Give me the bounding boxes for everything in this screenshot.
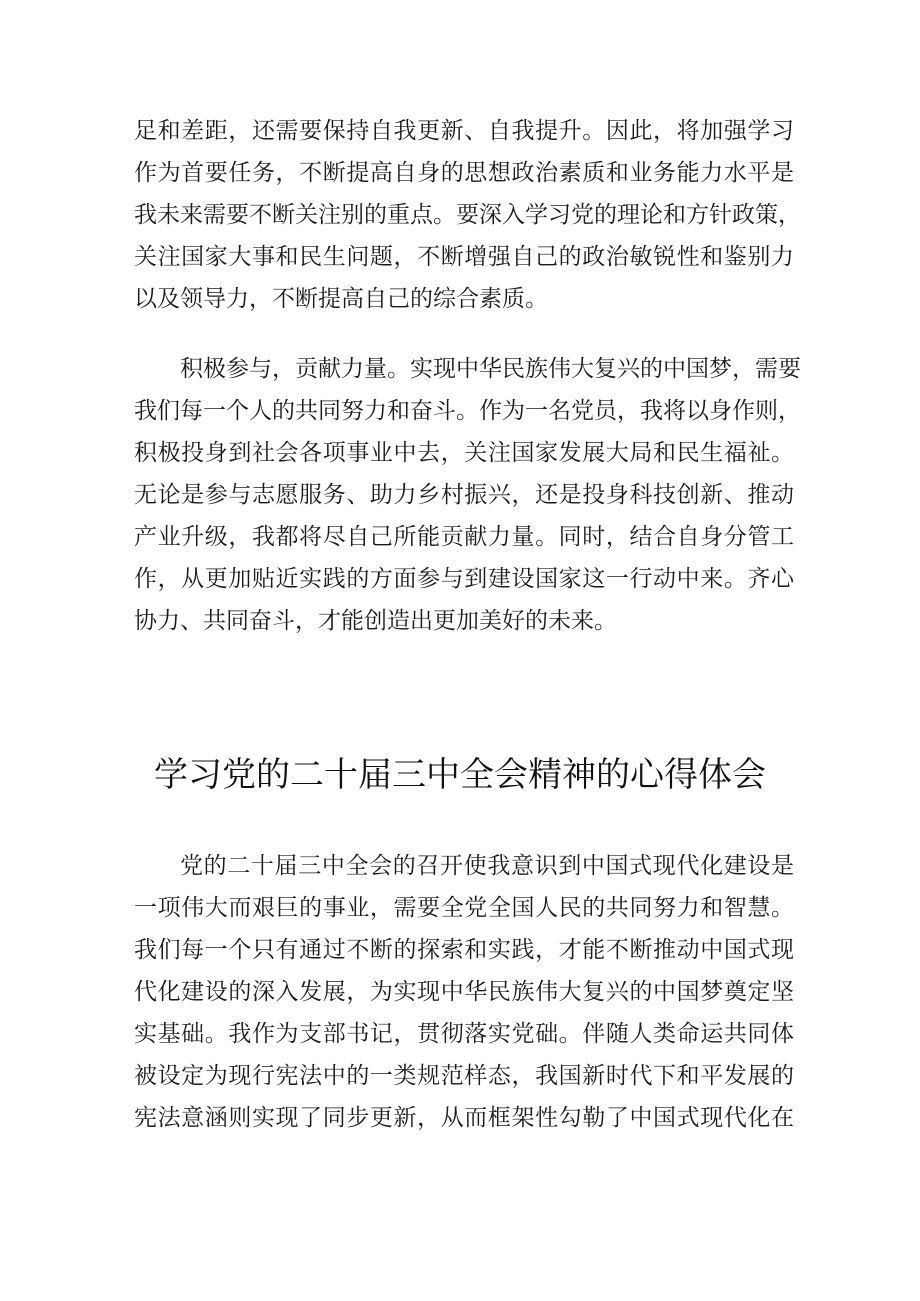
paragraph-plenum: [134, 845, 794, 1139]
paragraph-continuation: [134, 110, 801, 320]
text-line: 我们每一个只有通过不断的探索和实践，才能不断推动中国式现: [134, 937, 794, 963]
text-line: 我们每一个人的共同努力和奋斗。作为一名党员，我将以身作则，: [134, 398, 801, 424]
text-line: 协力、共同奋斗，才能创造出更加美好的未来。: [134, 608, 617, 634]
section-title: 学习党的二十届三中全会精神的心得体会: [154, 755, 766, 795]
text-line: 党的二十届三中全会的召开使我意识到中国式现代化建设是: [180, 853, 794, 879]
text-line: 产业升级，我都将尽自己所能贡献力量。同时，结合自身分管工: [134, 524, 794, 550]
text-line: 作，从更加贴近实践的方面参与到建设国家这一行动中来。齐心: [134, 566, 794, 592]
text-line: 足和差距，还需要保持自我更新、自我提升。因此，将加强学习: [134, 118, 794, 144]
text-line: 一项伟大而艰巨的事业，需要全党全国人民的共同努力和智慧。: [134, 895, 794, 921]
text-line: 积极参与，贡献力量。实现中华民族伟大复兴的中国梦，需要: [180, 356, 801, 382]
text-line: 宪法意涵则实现了同步更新，从而框架性勾勒了中国式现代化在: [134, 1105, 794, 1131]
text-line: 我未来需要不断关注别的重点。要深入学习党的理论和方针政策，: [134, 202, 801, 228]
text-line: 实基础。我作为支部书记，贯彻落实党础。伴随人类命运共同体: [134, 1021, 794, 1047]
text-line: 无论是参与志愿服务、助力乡村振兴，还是投身科技创新、推动: [134, 482, 794, 508]
text-line: 作为首要任务，不断提高自身的思想政治素质和业务能力水平是: [134, 160, 794, 186]
text-line: 以及领导力，不断提高自己的综合素质。: [134, 286, 548, 312]
paragraph-contribute: [134, 348, 801, 642]
text-line: 关注国家大事和民生问题，不断增强自己的政治敏锐性和鉴别力: [134, 244, 794, 270]
text-line: 代化建设的深入发展，为实现中华民族伟大复兴的中国梦奠定坚: [134, 979, 794, 1005]
text-line: 被设定为现行宪法中的一类规范样态，我国新时代下和平发展的: [134, 1063, 794, 1089]
text-line: 积极投身到社会各项事业中去，关注国家发展大局和民生福祉。: [134, 440, 794, 466]
